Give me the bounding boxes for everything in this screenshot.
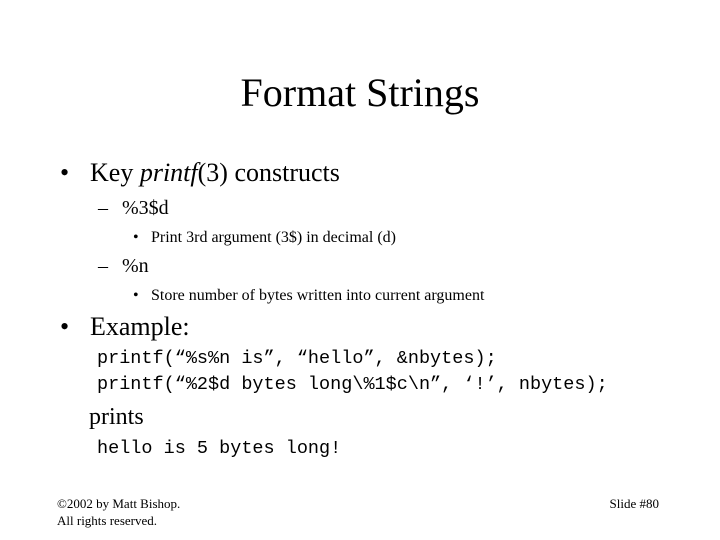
subbullet-mark: –: [98, 255, 108, 277]
bullet-mark: •: [60, 158, 70, 187]
subbullet-text: %3$d: [122, 197, 169, 219]
footer-slide-number: Slide #80: [609, 496, 659, 511]
subbullet-n: [98, 254, 658, 278]
detail-print-3rd: [133, 228, 653, 248]
bullet-text: Example:: [90, 312, 190, 341]
footer-copyright-line1: ©2002 by Matt Bishop.: [57, 496, 181, 511]
slide-title: Format Strings: [240, 70, 480, 115]
bullet-prefix: Key: [90, 158, 140, 187]
prints-label: prints: [89, 404, 144, 430]
detail-text: Store number of bytes written into current argument: [151, 287, 485, 304]
subbullet-3d: [98, 196, 658, 220]
detail-mark: •: [133, 287, 139, 304]
bullet-example: [60, 312, 660, 342]
output-line: hello is 5 bytes long!: [97, 438, 342, 459]
subbullet-mark: –: [98, 197, 108, 219]
bullet-mark: •: [60, 312, 70, 341]
bullet-text: [90, 158, 340, 188]
code-line-1: printf(“%s%n is”, “hello”, &nbytes);: [97, 348, 497, 369]
bullet-emphasis: printf: [139, 158, 198, 187]
detail-text: Print 3rd argument (3$) in decimal (d): [151, 229, 396, 246]
detail-mark: •: [133, 229, 139, 246]
code-line-2: printf(“%2$d bytes long\%1$c\n”, ‘!’, nbytes);: [97, 374, 608, 395]
detail-store-bytes: [133, 286, 673, 306]
subbullet-text: %n: [122, 255, 149, 277]
footer-copyright-line2: All rights reserved.: [57, 513, 158, 528]
bullet-key-printf: [60, 158, 660, 188]
bullet-suffix: (3) constructs: [197, 158, 340, 187]
